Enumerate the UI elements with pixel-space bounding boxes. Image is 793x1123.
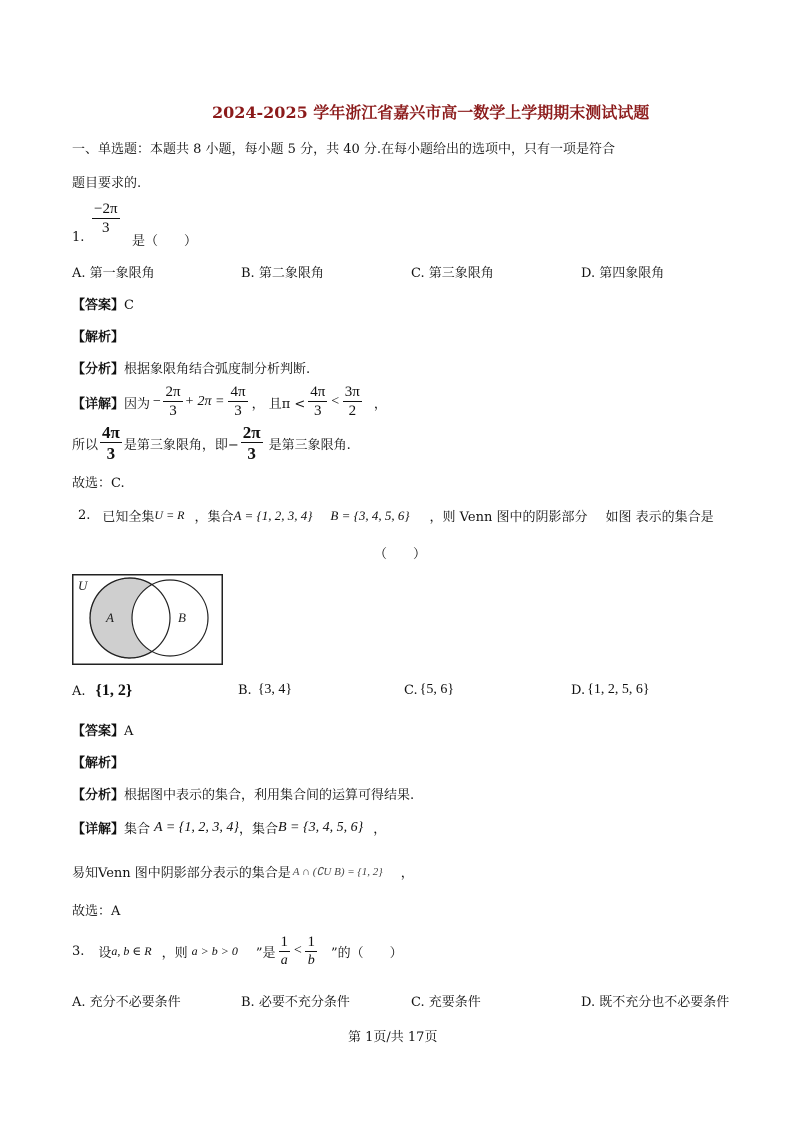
q2-fenxi [72, 784, 414, 803]
q2-option-d-label: D. [571, 682, 586, 698]
q1-d1f1-num: 2π [165, 384, 181, 400]
fenxi-label: 【分析】 [72, 788, 125, 803]
q2-detail-line2 [72, 862, 414, 881]
q1-d1f1-den: 3 [169, 403, 177, 419]
q3-stem-a: 设 [98, 945, 112, 961]
q2-number: 2. [78, 508, 91, 523]
q2-answer [72, 720, 133, 739]
q1-d1f3-num: 4π [310, 384, 326, 400]
q1-sign: − [94, 201, 103, 217]
q2-u-expr: U = R [154, 508, 185, 522]
q2-option-d [571, 682, 650, 698]
q2-stem-c: ，则 Venn 图中的阴影部分 [429, 510, 588, 525]
q2-stem [78, 506, 714, 525]
q1-d2f2-num: 2π [242, 423, 261, 442]
q1-detail2-mid: 是第三象限角，即− [123, 437, 239, 453]
q1-detail-line2 [72, 422, 351, 464]
q3-frac1 [279, 935, 291, 968]
q2-a-expr: A = {1, 2, 3, 4} [233, 507, 313, 523]
q1-option-c: C. 第三象限角 [411, 266, 494, 281]
answer-label: 【答案】 [72, 724, 125, 739]
q3-stem [72, 930, 403, 972]
q1-frac-den: 3 [102, 220, 110, 236]
q2-detail1-b: ，集合 [238, 822, 278, 837]
q1-fraction [92, 202, 120, 236]
page-footer: 第 1页/共 17页 [348, 1030, 438, 1045]
q2-option-c-label: C. [404, 682, 418, 698]
q1-detail1-frac4 [343, 385, 362, 419]
q3-stem-c: ”是 [255, 945, 276, 961]
q2-choose-value: A [111, 904, 121, 919]
q2-option-b [238, 682, 292, 698]
q3-cond: a > b > 0 [191, 943, 238, 958]
q2-answer-value: A [124, 724, 134, 739]
q2-stem-b: ，集合 [194, 510, 234, 525]
q2-detail1-a: 集合 [124, 822, 151, 837]
q1-choose [72, 472, 125, 491]
q3-number: 3. [72, 943, 85, 959]
q3-frac2 [305, 935, 317, 968]
q1-d1f2-num: 4π [230, 384, 246, 400]
q3-option-a: A. 充分不必要条件 [72, 995, 181, 1010]
answer-label: 【答案】 [72, 298, 125, 313]
q1-detail2-frac2 [241, 424, 263, 462]
q1-option-a: A. 第一象限角 [72, 266, 155, 281]
q1-answer [72, 294, 134, 313]
q3-option-b: B. 必要不充分条件 [241, 995, 350, 1010]
q2-option-a [72, 682, 132, 700]
q1-detail1-frac3 [308, 385, 327, 419]
q2-detail1-end: ， [373, 822, 387, 837]
xiangjie-label: 【详解】 [72, 822, 125, 837]
q2-detail1-bexpr: B = {3, 4, 5, 6} [278, 819, 364, 835]
q1-detail1-plus: + 2π = [184, 394, 225, 409]
q1-detail1-frac2 [228, 385, 247, 419]
q1-d1f4-num: 3π [344, 384, 360, 400]
q3-option-d: D. 既不充分也不必要条件 [581, 995, 730, 1010]
q1-detail1-lt: < [330, 394, 340, 409]
q1-analysis-label: 【解析】 [72, 330, 125, 345]
q3-frac1-den: a [280, 952, 288, 968]
q1-detail1-mid: ， 且π < [251, 396, 306, 412]
q1-d1f4-den: 2 [348, 403, 357, 419]
q1-detail2-end: 是第三象限角. [268, 437, 351, 453]
q2-option-b-value: {3, 4} [257, 682, 293, 697]
q3-frac2-den: b [307, 952, 315, 968]
section-intro-line2: 题目要求的. [72, 176, 142, 191]
q1-option-b: B. 第二象限角 [241, 266, 324, 281]
q1-detail1-pre: 因为 [124, 396, 151, 412]
q3-stem-b: ，则 [161, 945, 188, 961]
q1-stem-text: 是（ ） [132, 234, 198, 249]
q2-option-c-value: {5, 6} [419, 682, 455, 697]
q2-option-a-label: A. [72, 683, 86, 699]
q2-option-a-value: {1, 2} [95, 682, 133, 699]
q1-d1f3-den: 3 [314, 403, 322, 419]
q1-fenxi [72, 358, 310, 377]
q1-d2f2-den: 3 [247, 444, 256, 463]
q2-stem-a: 已知全集 [102, 510, 155, 525]
choose-label: 故选： [72, 476, 112, 491]
q1-d2f1-den: 3 [106, 444, 116, 463]
q1-detail2-pre: 所以 [72, 437, 99, 453]
q3-ab-expr: a, b ∈ R [111, 943, 152, 958]
q1-option-d: D. 第四象限角 [581, 266, 665, 281]
venn-label-u: U [78, 578, 88, 593]
q1-detail1-minus: − [152, 394, 162, 409]
venn-label-a: A [106, 610, 114, 625]
q1-d1f2-den: 3 [234, 403, 242, 419]
q2-detail2-expr: A ∩ (∁U B) = {1, 2} [292, 866, 383, 878]
xiangjie-label: 【详解】 [72, 396, 125, 412]
q2-detail1-aexpr: A = {1, 2, 3, 4} [154, 819, 239, 835]
q2-choose [72, 900, 120, 919]
q2-detail2-pre: 易知Venn 图中阴影部分表示的集合是 [72, 866, 291, 881]
q2-option-d-value: {1, 2, 5, 6} [587, 682, 650, 697]
q1-fenxi-text: 根据象限角结合弧度制分析判断. [124, 362, 311, 377]
q3-frac2-num: 1 [307, 933, 315, 950]
q2-detail-line1 [72, 818, 386, 837]
q1-d2f1-num: 4π [102, 423, 120, 442]
q1-detail2-frac1 [100, 424, 122, 462]
section-intro-line1: 一、单选题：本题共 8 小题，每小题 5 分，共 40 分.在每小题给出的选项中，只有一项是符合 [72, 142, 616, 157]
q3-stem-d: ”的（ ） [330, 945, 403, 961]
q1-choose-value: C. [111, 476, 125, 491]
choose-label: 故选： [72, 904, 112, 919]
q2-b-expr: B = {3, 4, 5, 6} [330, 507, 410, 523]
q2-fenxi-text: 根据图中表示的集合，利用集合间的运算可得结果. [124, 788, 415, 803]
page-title: 2024-2025 学年浙江省嘉兴市高一数学上学期期末测试试题 [212, 103, 650, 122]
q2-analysis-label: 【解析】 [72, 756, 125, 771]
fenxi-label: 【分析】 [72, 362, 125, 377]
q1-answer-value: C [124, 298, 134, 313]
q3-lt: < [293, 943, 303, 958]
q2-option-b-label: B. [238, 682, 252, 698]
q2-stem-d: 如图 表示的集合是 [605, 510, 714, 525]
q2-detail2-end: ， [400, 866, 414, 881]
q2-option-c [404, 682, 454, 698]
q1-number: 1. [72, 230, 85, 245]
q1-detail-line1 [72, 382, 387, 422]
venn-label-b: B [178, 610, 186, 625]
venn-diagram [72, 574, 224, 666]
q1-detail1-frac1 [163, 385, 182, 419]
q2-paren: （ ） [374, 547, 427, 562]
q1-frac-num: 2π [102, 201, 118, 217]
q3-frac1-num: 1 [280, 933, 289, 950]
q1-detail1-end: ， [373, 396, 387, 412]
q3-option-c: C. 充要条件 [411, 995, 481, 1010]
